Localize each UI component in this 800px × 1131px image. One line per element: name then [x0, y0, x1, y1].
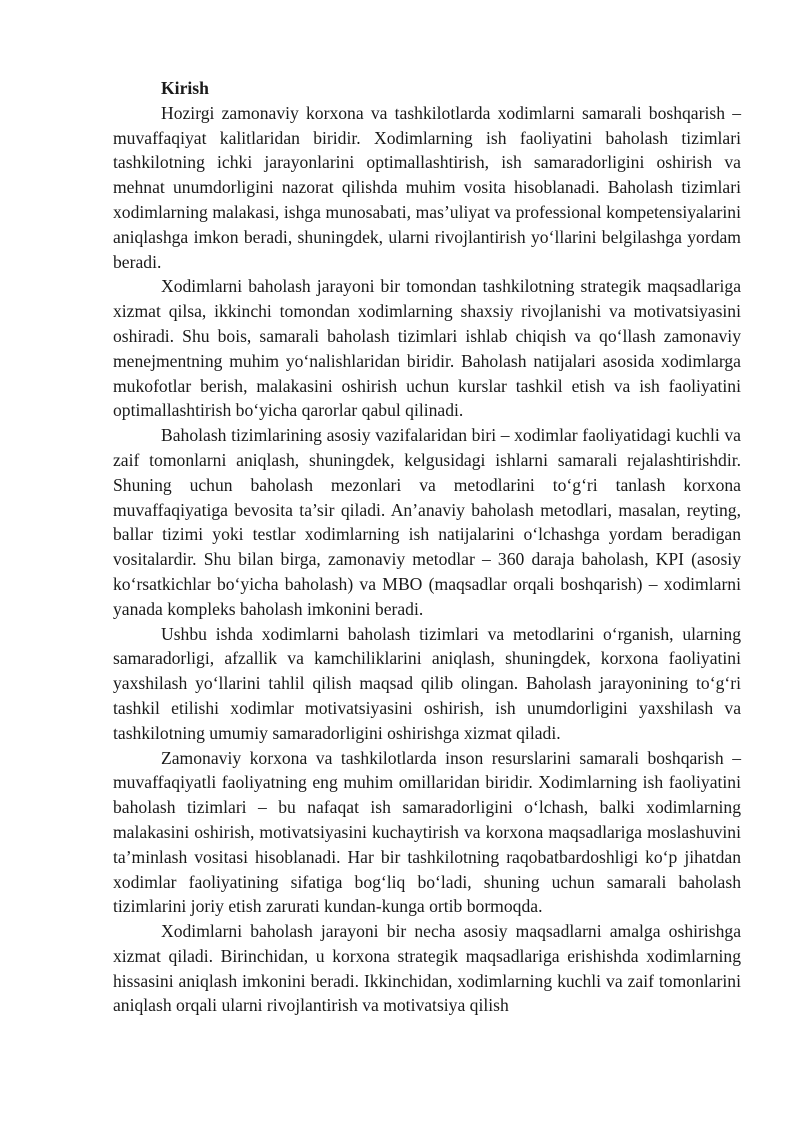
paragraph: Baholash tizimlarining asosiy vazifalaridan biri – xodimlar faoliyatidagi kuchli va zaif tomonlarni aniqlash, shuningdek, kelgusidagi ishlarni samarali rejalashtirishdir. Shuning uchun baholash mezonlari va metodlarini to‘g‘ri tanlash korxona muvaffaqiyatiga bevosita ta’sir qiladi. An’anaviy baholash metodlari, masalan, reyting, ballar tizimi yoki testlar xodimlarning ish natijalarini o‘lchashga yordam beradigan vositalardir. Shu bilan birga, zamonaviy metodlar – 360 daraja baholash, KPI (asosiy ko‘rsatkichlar bo‘yicha baholash) va MBO (maqsadlar orqali boshqarish) – xodimlarni yanada kompleks baholash imkonini beradi. — [113, 425, 741, 619]
paragraph: Xodimlarni baholash jarayoni bir necha asosiy maqsadlarni amalga oshirishga xizmat qiladi. Birinchidan, u korxona strategik maqsadlariga erishishda xodimlarning hissasini aniqlash imkonini beradi. Ikkinchidan, xodimlarning kuchli va zaif tomonlarini aniqlash orqali ularni rivojlantirish va motivatsiya qilish — [113, 921, 741, 1016]
section-heading: Kirish — [161, 78, 209, 98]
document-page — [113, 76, 741, 1018]
paragraph: Xodimlarni baholash jarayoni bir tomondan tashkilotning strategik maqsadlariga xizmat qilsa, ikkinchi tomondan xodimlarning shaxsiy rivojlanishi va motivatsiyasini oshiradi. Shu bois, samarali baholash tizimlari ishlab chiqish va qo‘llash zamonaviy menejmentning muhim yo‘nalishlaridan biridir. Baholash natijalari asosida xodimlarga mukofotlar berish, malakasini oshirish uchun kurslar tashkil etish va ish faoliyatini optimallashtirish bo‘yicha qarorlar qabul qilinadi. — [113, 276, 741, 421]
paragraph: Ushbu ishda xodimlarni baholash tizimlari va metodlarini o‘rganish, ularning samaradorligi, afzallik va kamchiliklarini aniqlash, shuningdek, korxona faoliyatini yaxshilash yo‘llarini tahlil qilish maqsad qilib olingan. Baholash jarayonining to‘g‘ri tashkil etilishi xodimlar motivatsiyasini oshirish, ish unumdorligini yaxshilash va tashkilotning umumiy samaradorligini oshirishga xizmat qiladi. — [113, 623, 741, 743]
paragraph: Zamonaviy korxona va tashkilotlarda inson resurslarini samarali boshqarish – muvaffaqiyatli faoliyatning eng muhim omillaridan biridir. Xodimlarning ish faoliyatini baholash tizimlari – bu nafaqat ish samaradorligini o‘lchash, balki xodimlarning malakasini oshirish, motivatsiyasini kuchaytirish va korxona maqsadlariga moslashuvini ta’minlash vositasi hisoblanadi. Har bir tashkilotning raqobatbardoshligi ko‘p jihatdan xodimlar faoliyatining sifatiga bog‘liq bo‘ladi, shuning uchun samarali baholash tizimlarini joriy etish zarurati kundan-kunga ortib bormoqda. — [113, 747, 741, 917]
paragraph: Hozirgi zamonaviy korxona va tashkilotlarda xodimlarni samarali boshqarish – muvaffaqiyat kalitlaridan biridir. Xodimlarning ish faoliyatini baholash tizimlari tashkilotning ichki jarayonlarini optimallashtirish, ish samaradorligini oshirish va mehnat unumdorligini nazorat qilishda muhim vosita hisoblanadi. Baholash tizimlari xodimlarning malakasi, ishga munosabati, mas’uliyat va professional kompetensiyalarini aniqlashga imkon beradi, shuningdek, ularni rivojlantirish yo‘llarini belgilashga yordam beradi. — [113, 102, 741, 272]
